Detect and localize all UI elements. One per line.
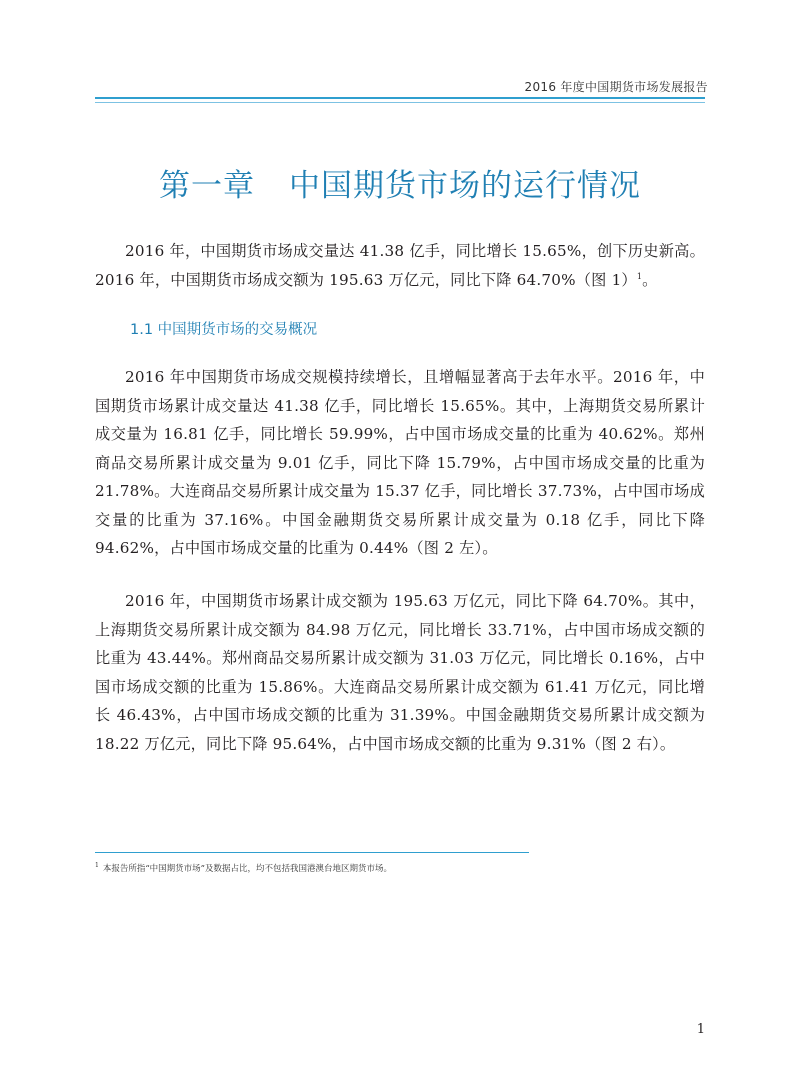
footnote-number: 1 bbox=[95, 862, 99, 869]
body-paragraph-volume: 2016 年中国期货市场成交规模持续增长，且增幅显著高于去年水平。2016 年，中国期货市场累计成交量达 41.38 亿手，同比增长 15.65%。其中，上海期货交易所累计成交量为 16.81 亿手，同比增长 59.99%，占中国市场成交量的比重为 40.62%。郑州商品交易所累计成交量为 9.01 亿手，同比下降 15.79%，占中国市场成交量的比重为 21.78%。大连商品交易所累计成交量为 15.37 亿手，同比增长 37.73%，占中国市场成交量的比重为 37.16%。中国金融期货交易所累计成交量为 0.18 亿手，同比下降 94.62%，占中国市场成交量的比重为 0.44%（图 2 左）。 bbox=[95, 368, 705, 557]
intro-tail: 。 bbox=[642, 270, 658, 289]
chapter-name: 中国期货市场的运行情况 bbox=[289, 168, 641, 204]
footnote-rule bbox=[95, 852, 529, 853]
body-paragraph-turnover: 2016 年，中国期货市场累计成交额为 195.63 万亿元，同比下降 64.70%。其中，上海期货交易所累计成交额为 84.98 万亿元，同比增长 33.71%，占中国市场成交额的比重为 43.44%。郑州商品交易所累计成交额为 31.03 万亿元，同比增长 0.16%，占中国市场成交额的比重为 15.86%。大连商品交易所累计成交额为 61.41 万亿元，同比增长 46.43%，占中国市场成交额的比重为 31.39%。中国金融期货交易所累计成交额为 18.22 万亿元，同比下降 95.64%，占中国市场成交额的比重为 9.31%（图 2 右）。 bbox=[95, 592, 705, 753]
page-number: 1 bbox=[696, 1022, 705, 1037]
footnote bbox=[95, 862, 705, 874]
footnote-text: 本报告所指“中国期货市场”及数据占比，均不包括我国港澳台地区期货市场。 bbox=[102, 864, 393, 874]
footnote-ref[interactable]: 1 bbox=[636, 271, 643, 281]
section-heading: 1.1 中国期货市场的交易概况 bbox=[130, 322, 318, 338]
header-rule bbox=[95, 97, 705, 99]
running-header: 2016 年度中国期货市场发展报告 bbox=[524, 80, 708, 94]
chapter-title bbox=[0, 160, 800, 205]
chapter-label: 第一章 bbox=[159, 168, 255, 204]
intro-text: 2016 年，中国期货市场成交量达 41.38 亿手，同比增长 15.65%，创下历史新高。2016 年，中国期货市场成交额为 195.63 万亿元，同比下降 64.70%（图 1） bbox=[95, 242, 705, 289]
intro-paragraph bbox=[95, 237, 705, 294]
header-rule-thin bbox=[95, 102, 705, 103]
